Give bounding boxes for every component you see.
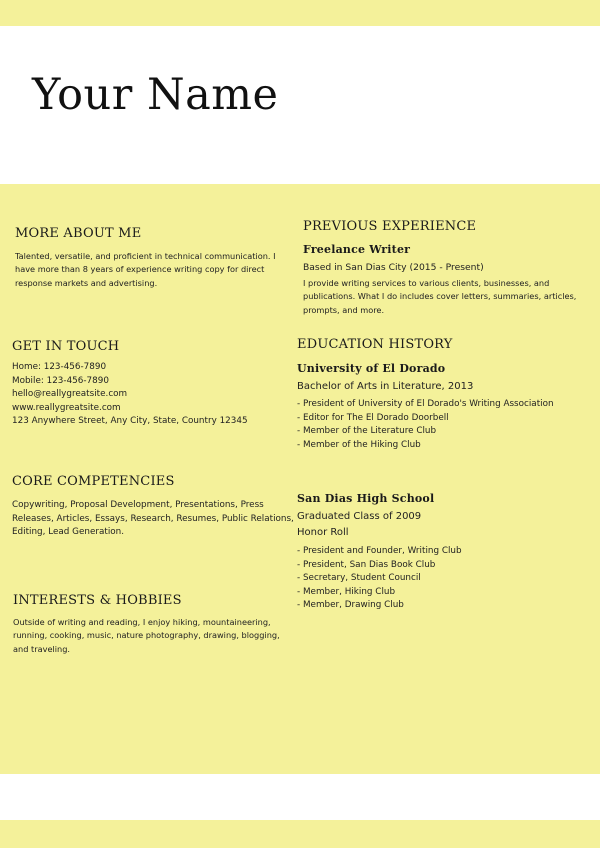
job-location: Based in San Dias City (2015 - Present) — [303, 262, 484, 273]
mobile-phone: Mobile: 123-456-7890 — [12, 375, 109, 386]
list-item: - Member, Drawing Club — [297, 600, 404, 611]
school-degree: Bachelor of Arts in Literature, 2013 — [297, 381, 474, 392]
resume-name: Your Name — [32, 70, 279, 120]
school-activities — [297, 545, 462, 613]
footer-band — [0, 774, 600, 820]
experience-heading: PREVIOUS EXPERIENCE — [303, 219, 477, 234]
school-name: University of El Dorado — [297, 362, 446, 375]
list-item: - Secretary, Student Council — [297, 573, 421, 584]
address: 123 Anywhere Street, Any City, State, Country 12345 — [12, 416, 248, 427]
list-item: - President and Founder, Writing Club — [297, 546, 462, 556]
school-name: San Dias High School — [297, 492, 435, 505]
job-description: I provide writing services to various clients, businesses, and publications. What I do includes cover letters, summaries, articles, prompts, and more. — [303, 278, 577, 315]
website: www.reallygreatsite.com — [12, 402, 121, 413]
interests-heading: INTERESTS & HOBBIES — [13, 593, 182, 608]
list-item: - Editor for The El Dorado Doorbell — [297, 412, 449, 423]
school-graduation: Graduated Class of 2009 — [297, 511, 422, 522]
about-text: Talented, versatile, and proficient in technical communication. I have more than 8 years of experience writing copy for direct response markets and advertising. — [15, 251, 276, 288]
email: hello@reallygreatsite.com — [12, 389, 128, 400]
school-activities — [297, 398, 554, 452]
contact-heading: GET IN TOUCH — [12, 339, 120, 354]
list-item: - Member, Hiking Club — [297, 586, 396, 597]
home-phone: Home: 123-456-7890 — [12, 362, 107, 372]
education-heading: EDUCATION HISTORY — [297, 337, 453, 352]
competencies-heading: CORE COMPETENCIES — [12, 474, 175, 489]
competencies-text: Copywriting, Proposal Development, Presentations, Press Releases, Articles, Essays, Research, Resumes, Public Relations, Editing, Lead Generation. — [12, 500, 294, 538]
school-honor: Honor Roll — [297, 527, 349, 538]
list-item: - President of University of El Dorado's Writing Association — [297, 399, 554, 409]
list-item: - Member of the Hiking Club — [297, 439, 421, 450]
list-item: - President, San Dias Book Club — [297, 559, 436, 570]
about-heading: MORE ABOUT ME — [15, 226, 142, 241]
job-title: Freelance Writer — [303, 243, 411, 256]
list-item: - Member of the Literature Club — [297, 426, 437, 437]
interests-text: Outside of writing and reading, I enjoy hiking, mountaineering, running, cooking, music, nature photography, drawing, blogging, and traveling. — [13, 617, 280, 654]
contact-list — [12, 361, 248, 429]
